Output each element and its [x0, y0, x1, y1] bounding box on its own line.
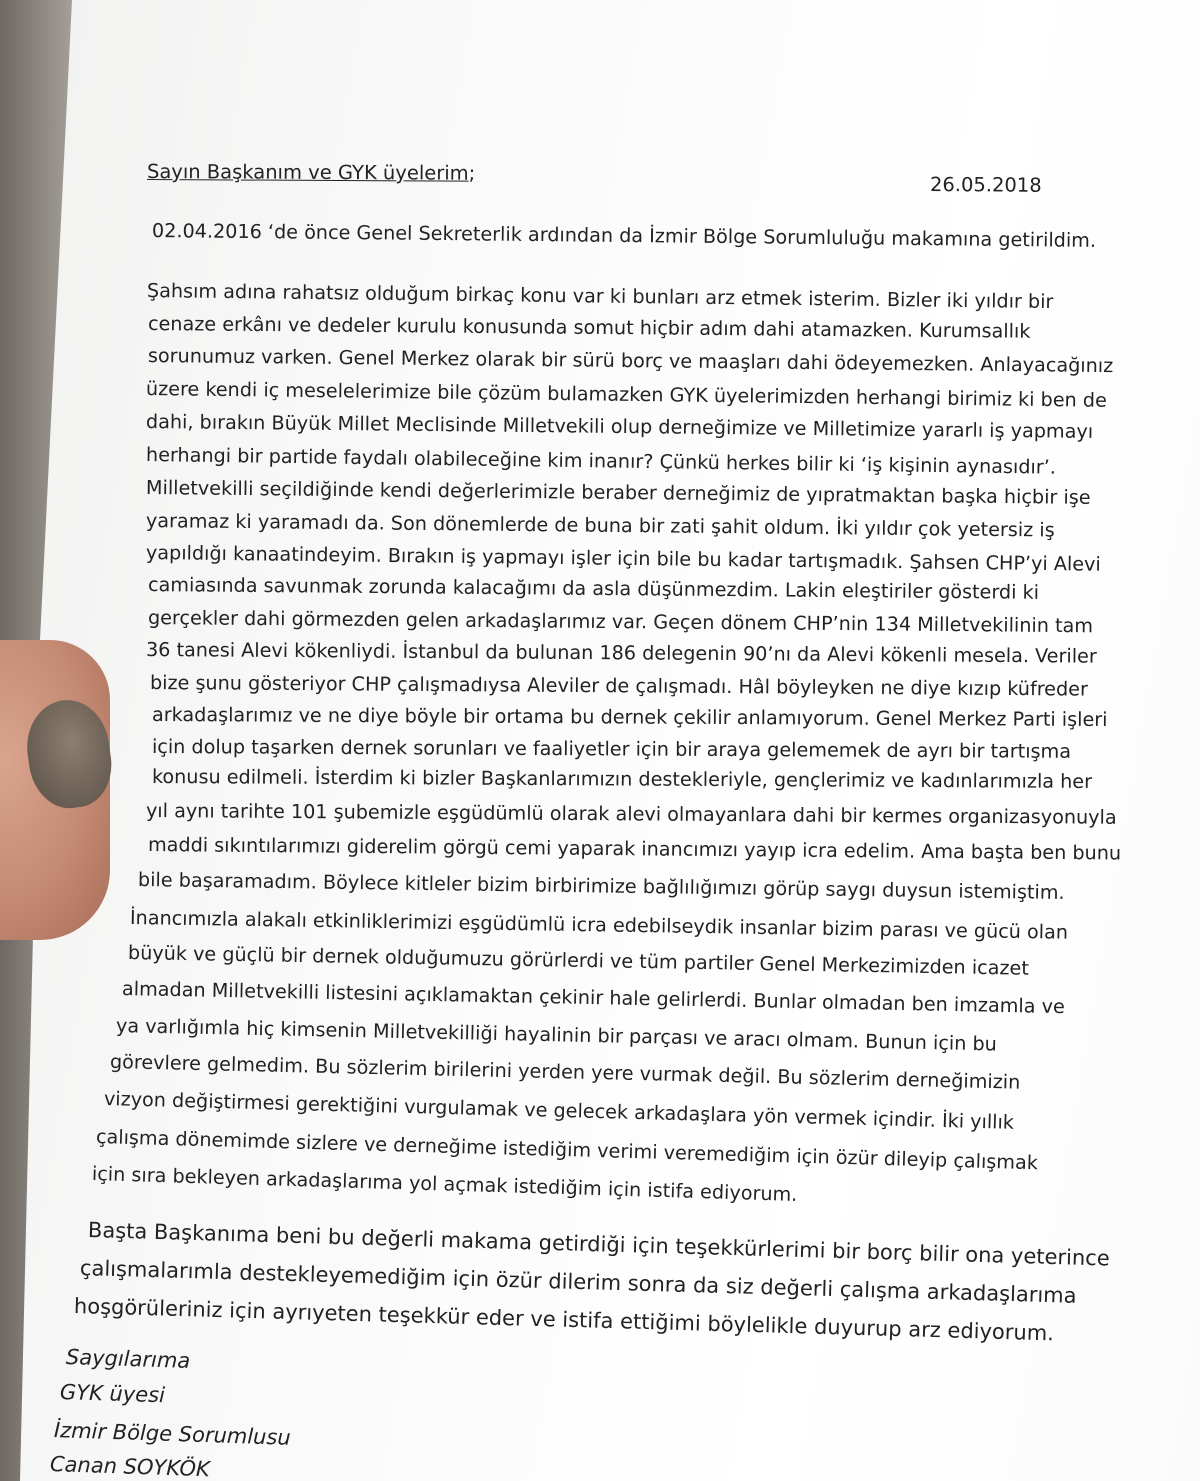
salutation	[147, 160, 475, 185]
body-line: için sıra bekleyen arkadaşlarıma yol açmak istediğim için istifa ediyorum.	[91, 1162, 798, 1206]
body-line: yıl aynı tarihte 101 şubemizle eşgüdümlü olarak alevi olmayanlara dahi bir kermes organizasyonuyla	[145, 799, 1117, 829]
body-line: ya varlığımla hiç kimsenin Milletvekilliği hayalinin bir parçası ve aracı olmam. Bunun için bu	[115, 1014, 998, 1056]
body-line: herhangi bir partide faydalı olabileceğine kim inanır? Çünkü herkes bilir ki ‘iş kişinin aynasıdır’.	[145, 443, 1057, 479]
signature-line: Saygılarıma	[65, 1345, 191, 1373]
body-line: maddi sıkıntılarımızı giderelim görgü cemi yaparak inancımızı yayıp icra edelim. Ama başta ben bunu	[147, 833, 1122, 865]
body-line: konusu edilmeli. İsterdim ki bizler Başkanlarımızın destekleriyle, gençlerimiz ve kadınlarımızla her	[151, 765, 1093, 793]
body-line: bize şunu gösteriyor CHP çalışmadıysa Aleviler de çalışmadı. Hâl böyleyken ne diye kızıp küfreder	[149, 671, 1088, 701]
body-line: 36 tanesi Alevi kökenliydi. İstanbul da bulunan 186 delegenin 90’nı da Alevi kökenli mesela. Veriler	[145, 638, 1097, 668]
body-line: almadan Milletvekilli listesini açıklamaktan çekinir hale gelirlerdi. Bunlar olmadan ben imzamla ve	[121, 977, 1065, 1019]
signature-line: Canan SOYKÖK	[49, 1452, 211, 1481]
body-line: yapıldığı kanaatindeyim. Bırakın iş yapmayı işler için bile bu kadar tartışmadık. Şahsen CHP’yi Alevi	[145, 541, 1101, 576]
signature-line: İzmir Bölge Sorumlusu	[53, 1418, 292, 1450]
body-line: bile başaramadım. Böylece kitleler bizim birbirimize bağlılığımızı görüp saygı duysun istemiştim.	[137, 868, 1065, 904]
intro-line: 02.04.2016 ‘de önce Genel Sekreterlik ardından da İzmir Bölge Sorumluluğu makamına getirildim.	[151, 219, 1097, 252]
salutation-punctuation: ;	[468, 161, 476, 185]
body-line: üzere kendi iç meselelerimize bile çözüm bulamazken GYK üyelerimizden herhangi birimiz ki ben de	[145, 377, 1107, 412]
signature-line: GYK üyesi	[59, 1380, 166, 1408]
closing-line: Başta Başkanıma beni bu değerli makama getirdiği için teşekkürlerimi bir borç bilir ona yeterince	[87, 1218, 1111, 1271]
body-line: cenaze erkânı ve dedeler kurulu konusunda somut hiçbir adım dahi atamazken. Kurumsallık	[147, 312, 1031, 343]
body-line: camiasında savunmak zorunda kalacağımı da asla düşünmezdim. Lakin eleştiriler gösterdi ki	[147, 573, 1040, 604]
closing-line: hoşgörüleriniz için ayrıyeten teşekkür eder ve istifa ettiğimi böylelikle duyurup arz ediyorum.	[73, 1294, 1055, 1346]
body-line: arkadaşlarımız ve ne diye böyle bir ortama bu dernek çekilir anlamıyorum. Genel Merkez Parti işleri	[151, 703, 1108, 732]
letter-date: 26.05.2018	[929, 173, 1042, 197]
salutation-text: Sayın Başkanım ve GYK üyelerim	[146, 160, 469, 185]
body-line: çalışma dönemimde sizlere ve derneğime istediğim verimi veremediğim için özür dileyip çalışmak	[95, 1125, 1039, 1175]
body-line: dahi, bırakın Büyük Millet Meclisinde Milletvekili olup derneğimize ve Milletimize yararlı iş yapmayı	[145, 410, 1094, 443]
body-line: gerçekler dahi görmezden gelen arkadaşlarımız var. Geçen dönem CHP’nin 134 Milletvekilinin tam	[147, 606, 1094, 638]
body-line: vizyon değiştirmesi gerektiğini vurgulamak ve gelecek arkadaşlara yön vermek içindir. İki yıllık	[103, 1087, 1015, 1134]
body-line: Milletvekilli seçildiğinde kendi değerlerimizle beraber derneğimiz de yıpratmaktan başka hiçbir işe	[145, 476, 1091, 509]
body-line: sorunumuz varken. Genel Merkez olarak bir sürü borç ve maaşları dahi ödeyemezken. Anlayacağınız	[147, 344, 1114, 378]
body-line: büyük ve güçlü bir dernek olduğumuzu görürlerdi ve tüm partiler Genel Merkezimizden icazet	[127, 941, 1030, 980]
body-line: İnancımızla alakalı etkinliklerimizi eşgüdümlü icra edebilseydik insanlar bizim parası ve gücü olan	[129, 906, 1069, 944]
body-line: görevlere gelmedim. Bu sözlerim birilerini yerden yere vurmak değil. Bu sözlerim derneğimizin	[109, 1050, 1021, 1094]
body-line: yaramaz ki yaramadı da. Son dönemlerde de buna bir zati şahit oldum. İki yıldır çok yetersiz iş	[145, 509, 1055, 542]
body-line: için dolup taşarken dernek sorunları ve faaliyetler için bir araya gelememek de ayrı bir tartışma	[151, 735, 1072, 763]
closing-line: çalışmalarımla destekleyemediğim için özür dilerim sonra da siz değerli çalışma arkadaşlarıma	[79, 1256, 1077, 1308]
body-line: Şahsım adına rahatsız olduğum birkaç konu var ki bunları arz etmek isterim. Bizler iki yıldır bir	[146, 279, 1054, 314]
